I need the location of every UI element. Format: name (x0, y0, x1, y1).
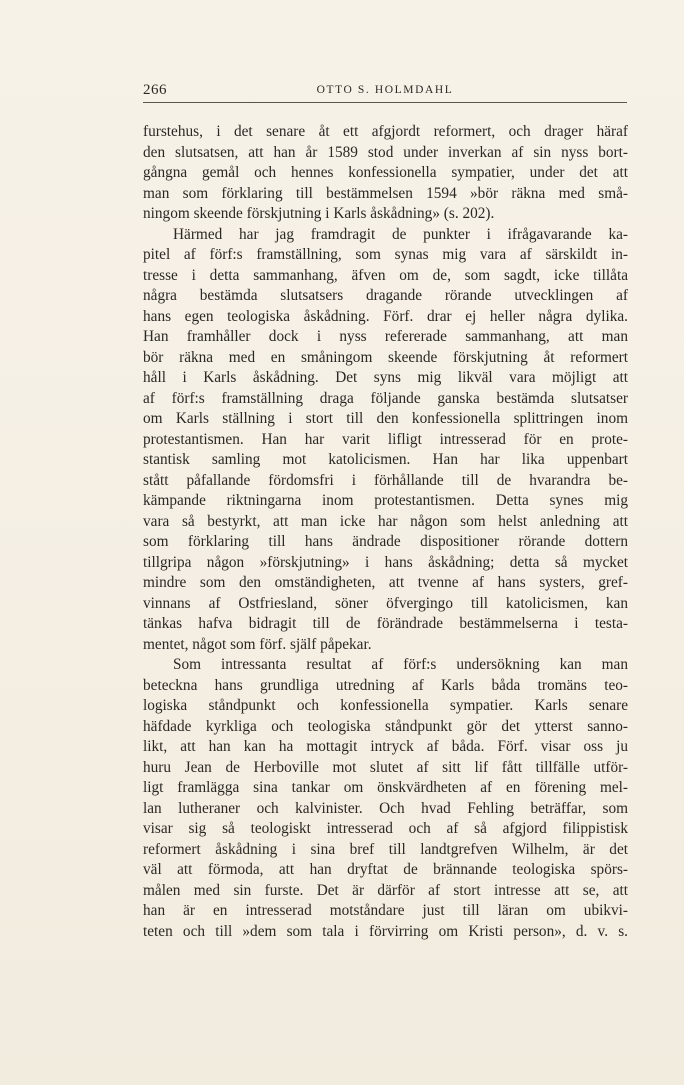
text-line: vinnans af Ostfriesland, söner öfvergingo till katolicismen, kan (143, 594, 628, 612)
text-line: den slutsatsen, att han år 1589 stod under inverkan af sin nyss bort- (143, 143, 628, 161)
text-line: några bestämda slutsatsers dragande rörande utvecklingen af (143, 287, 628, 304)
text-line: furstehus, i det senare åt ett afgjordt reformert, och drager häraf (143, 123, 628, 140)
text-line: håll i Karls åskådning. Det syns mig likväl vara möjligt att (143, 369, 628, 386)
text-line: tillgripa någon »förskjutning» i hans åskådning; detta så mycket (143, 553, 628, 571)
running-header (143, 82, 627, 103)
text-line: Som intressanta resultat af förf:s undersökning kan man (173, 656, 628, 673)
text-line: teten och till »dem som tala i förvirring om Kristi person», d. v. s. (143, 922, 628, 940)
text-line: beteckna hans grundliga utredning af Karls båda tromäns teo- (143, 676, 628, 694)
text-line: Härmed har jag framdragit de punkter i ifrågavarande ka- (173, 225, 628, 243)
page-number: 266 (143, 82, 167, 98)
text-line: tänkas hafva bidragit till de förändrade bestämmelserna i testa- (143, 615, 628, 632)
text-line: om Karls ställning i stort till den konfessionella splittringen inom (143, 410, 628, 427)
text-line: stantisk samling mot katolicismen. Han har lika uppenbart (143, 451, 628, 468)
text-line: gångna gemål och hennes konfessionella sympatier, under det att (143, 164, 628, 181)
text-line: pitel af förf:s framställning, som synas mig vara af särskildt in- (143, 246, 628, 263)
text-line: reformert åskådning i sina bref till landtgrefven Wilhelm, är det (143, 840, 628, 858)
text-line: kämpande riktningarna inom protestantismen. Detta synes mig (143, 492, 628, 509)
text-line: huru Jean de Herboville mot slutet af sitt lif fått tillfälle utför- (143, 758, 628, 776)
text-line: mindre som den omständigheten, att tvenne af hans systers, gref- (143, 574, 628, 591)
text-line: häfdade kyrkliga och teologiska ståndpunkt gör det ytterst sanno- (143, 717, 628, 735)
text-line: logiska ståndpunkt och konfessionella sympatier. Karls senare (143, 697, 628, 714)
text-line: mentet, något som förf. själf påpekar. (143, 635, 372, 653)
running-title: OTTO S. HOLMDAHL (316, 84, 454, 96)
text-line: målen med sin furste. Det är därför af stort intresse att se, att (143, 881, 628, 899)
text-line: likt, att han kan ha mottagit intryck af båda. Förf. visar oss ju (143, 738, 628, 755)
text-line: vara så bestyrkt, att man icke har någon som helst anledning att (143, 512, 628, 530)
text-line: han är en intresserad motståndare just till läran om ubikvi- (143, 902, 628, 919)
text-line: stått påfallande fördomsfri i förhållande till de hvarandra be- (143, 471, 628, 489)
text-line: Han framhåller dock i nyss refererade sammanhang, att man (143, 328, 628, 345)
text-line: lan lutheraner och kalvinister. Och hvad Fehling beträffar, som (143, 799, 628, 817)
text-line: hans egen teologiska åskådning. Förf. drar ej heller några dylika. (143, 307, 628, 325)
text-line: ligt framlägga sina tankar om önskvärdheten af en förening mel- (143, 779, 628, 796)
text-line: som förklaring till hans ändrade dispositioner rörande dottern (143, 533, 628, 550)
text-line: visar sig så teologiskt intresserad och af så afgjord filippistisk (143, 820, 628, 837)
body-text (143, 122, 628, 942)
text-line: protestantismen. Han har varit lifligt intresserad för en prote- (143, 430, 628, 448)
text-line: bör räkna med en småningom skeende förskjutning åt reformert (143, 348, 628, 366)
text-line: af förf:s framställning draga följande ganska bestämda slutsatser (143, 389, 628, 407)
text-line: man som förklaring till bestämmelsen 1594 »bör räkna med små- (143, 184, 628, 202)
text-line: tresse i detta sammanhang, äfven om de, som sagdt, icke tillåta (143, 266, 628, 284)
text-line: väl att förmoda, att han dryftat de brännande teologiska spörs- (143, 861, 628, 878)
text-line: ningom skeende förskjutning i Karls åskådning» (s. 202). (143, 205, 495, 222)
